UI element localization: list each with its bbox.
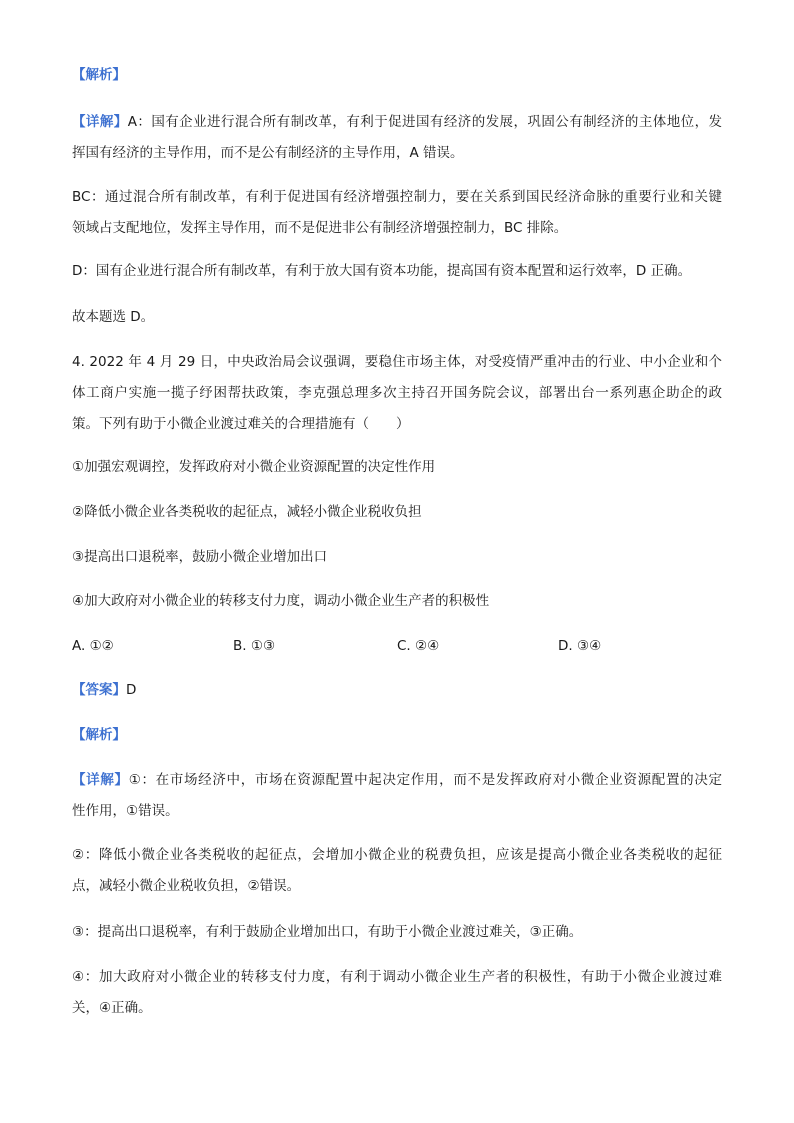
q4-question-stem xyxy=(72,347,722,440)
item-text: ④加大政府对小微企业的转移支付力度，调动小微企业生产者的积极性 xyxy=(72,593,490,609)
paragraph-line: 体工商户实施一揽子纾困帮扶政策，李克强总理多次主持召开国务院会议，部署出台一系列惠企助企的政 xyxy=(72,385,722,401)
paragraph-line: 策。下列有助于小微企业渡过难关的合理措施有（ ） xyxy=(72,416,410,432)
q3-detail-paragraph-a xyxy=(72,107,722,169)
q4-detail-item-2 xyxy=(72,840,722,902)
q4-detail-item-1 xyxy=(72,765,722,827)
q4-detail-item-3 xyxy=(72,917,722,948)
q3-detail-paragraph-bc xyxy=(72,182,722,244)
q4-item-1 xyxy=(72,452,722,483)
item-text: ①加强宏观调控，发挥政府对小微企业资源配置的决定性作用 xyxy=(72,459,436,475)
option-a: A. ①② xyxy=(72,638,114,654)
paragraph-text: A：国有企业进行混合所有制改革，有利于促进国有经济的发展，巩固公有制经济的主体地位，发 xyxy=(127,114,722,130)
q4-answer xyxy=(72,675,722,706)
paragraph-text: ①：在市场经济中，市场在资源配置中起决定作用，而不是发挥政府对小微企业资源配置的决定 xyxy=(128,772,722,788)
q3-detail-paragraph-d xyxy=(72,256,722,287)
option-d: D. ③④ xyxy=(558,638,602,654)
paragraph-line xyxy=(72,107,722,138)
q4-item-3 xyxy=(72,542,722,573)
paragraph-line: ③：提高出口退税率，有利于鼓励企业增加出口，有助于小微企业渡过难关，③正确。 xyxy=(72,924,583,940)
paragraph-line: BC：通过混合所有制改革，有利于促进国有经济增强控制力，要在关系到国民经济命脉的重要行业和关键 xyxy=(72,189,722,205)
paragraph-line: ④：加大政府对小微企业的转移支付力度，有利于调动小微企业生产者的积极性，有助于小微企业渡过难 xyxy=(72,969,722,985)
q3-conclusion xyxy=(72,302,722,333)
paragraph-line: 点，减轻小微企业税收负担，②错误。 xyxy=(72,878,301,894)
option-c: C. ②④ xyxy=(397,638,440,654)
paragraph-line: 4. 2022 年 4 月 29 日，中央政治局会议强调，要稳住市场主体，对受疫情严重冲击的行业、中小企业和个 xyxy=(72,354,722,370)
detail-tag: 【详解】 xyxy=(72,114,128,130)
q4-options xyxy=(72,631,722,662)
item-text: ③提高出口退税率，鼓励小微企业增加出口 xyxy=(72,549,328,565)
item-text: ②降低小微企业各类税收的起征点，减轻小微企业税收负担 xyxy=(72,504,422,520)
q4-item-4 xyxy=(72,586,722,617)
q4-item-2 xyxy=(72,497,722,528)
detail-tag: 【详解】 xyxy=(72,772,129,788)
paragraph-line: 挥国有经济的主导作用，而不是公有制经济的主导作用，A 错误。 xyxy=(72,145,464,161)
q4-detail-item-4 xyxy=(72,962,722,1024)
paragraph-line: D：国有企业进行混合所有制改革，有利于放大国有资本功能，提高国有资本配置和运行效率，D 正确。 xyxy=(72,263,692,279)
q4-analysis-heading xyxy=(72,720,722,751)
answer-tag: 【答案】 xyxy=(72,682,126,698)
analysis-tag: 【解析】 xyxy=(72,727,126,743)
paragraph-line: 领域占支配地位，发挥主导作用，而不是促进非公有制经济增强控制力，BC 排除。 xyxy=(72,220,568,236)
paragraph-line: 关，④正确。 xyxy=(72,1000,152,1016)
q3-analysis-heading xyxy=(72,60,722,91)
answer-value: D xyxy=(126,682,137,698)
paragraph-line: ②：降低小微企业各类税收的起征点，会增加小微企业的税费负担，应该是提高小微企业各类税收的起征 xyxy=(72,847,722,863)
paragraph-line: 性作用，①错误。 xyxy=(72,803,179,819)
paragraph-line: 故本题选 D。 xyxy=(72,309,155,325)
option-b: B. ①③ xyxy=(233,638,276,654)
analysis-tag: 【解析】 xyxy=(72,67,126,83)
paragraph-line xyxy=(72,765,722,796)
